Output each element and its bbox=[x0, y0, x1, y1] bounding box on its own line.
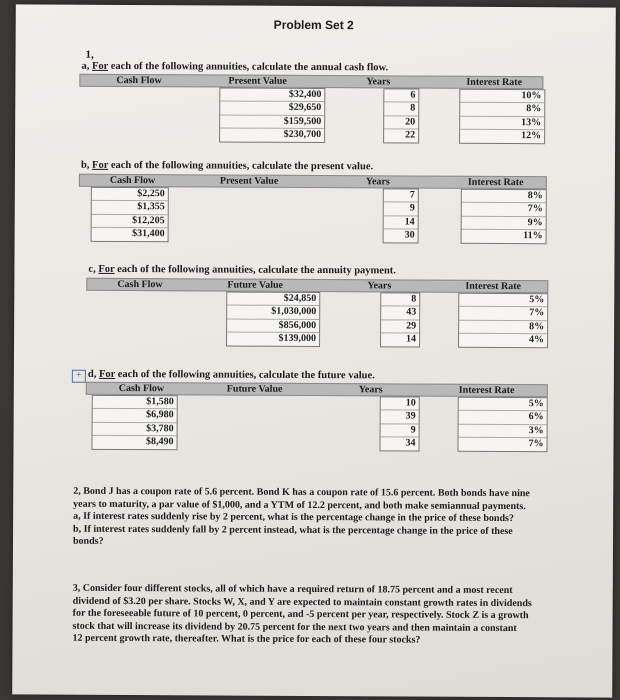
table-cell: 7% bbox=[528, 438, 544, 450]
part-c-future-value-column bbox=[226, 292, 320, 347]
table-cell: 22 bbox=[405, 129, 416, 141]
table-cell: 11% bbox=[523, 230, 543, 242]
table-cell: $230,700 bbox=[283, 129, 322, 141]
part-d-prompt: d, For each of the following annuities, calculate the future value. bbox=[87, 368, 375, 382]
part-d-years-column bbox=[379, 396, 419, 451]
table-cell: 9% bbox=[462, 217, 546, 231]
table-cell: 9 bbox=[384, 203, 418, 217]
years-header: Years bbox=[358, 384, 383, 396]
table-cell: 14 bbox=[384, 216, 418, 230]
cash-flow-header: Cash Flow bbox=[109, 174, 156, 187]
present-value-header: Present Value bbox=[219, 175, 279, 187]
table-cell: 12% bbox=[521, 130, 542, 142]
table-cell: $159,500 bbox=[220, 115, 324, 129]
table-cell: 8% bbox=[460, 103, 544, 117]
problem-1-number: 1, bbox=[85, 48, 94, 61]
present-value-header: Present Value bbox=[228, 75, 287, 87]
part-a-present-value-column bbox=[219, 88, 325, 143]
table-cell: 5% bbox=[459, 398, 547, 412]
add-icon[interactable]: + bbox=[72, 370, 86, 383]
table-cell: $1,355 bbox=[92, 201, 168, 215]
part-c-rate-column bbox=[458, 293, 548, 348]
years-header: Years bbox=[365, 176, 390, 188]
table-cell: 14 bbox=[406, 333, 417, 345]
table-cell: $1,580 bbox=[93, 396, 177, 410]
table-cell: $31,400 bbox=[132, 228, 165, 240]
years-header: Years bbox=[366, 76, 391, 88]
cash-flow-header: Cash Flow bbox=[118, 382, 165, 395]
table-cell: 39 bbox=[381, 411, 419, 425]
table-cell: 43 bbox=[381, 307, 419, 321]
part-b-prompt: b, For each of the following annuities, calculate the present value. bbox=[80, 159, 374, 173]
table-cell: 10 bbox=[381, 397, 419, 411]
table-cell: 7% bbox=[462, 203, 546, 217]
interest-rate-header: Interest Rate bbox=[467, 176, 524, 189]
table-cell: 8% bbox=[459, 321, 547, 335]
part-b-cash-flow-column bbox=[91, 187, 169, 242]
part-b-years-column bbox=[383, 188, 419, 243]
part-a-header bbox=[79, 74, 543, 89]
part-c-years-column bbox=[380, 292, 420, 347]
table-cell: 4% bbox=[529, 334, 545, 346]
table-cell: 5% bbox=[459, 294, 547, 308]
interest-rate-header: Interest Rate bbox=[458, 384, 515, 397]
future-value-header: Future Value bbox=[226, 383, 283, 395]
table-cell: $12,205 bbox=[92, 215, 168, 229]
part-d-rate-column bbox=[457, 397, 547, 452]
interest-rate-header: Interest Rate bbox=[465, 280, 522, 293]
part-c-prompt: c, For each of the following annuities, calculate the annuity payment. bbox=[88, 263, 396, 277]
table-cell: 8% bbox=[462, 190, 546, 204]
table-cell: $139,000 bbox=[278, 332, 317, 345]
table-cell: $32,400 bbox=[220, 89, 324, 103]
table-cell: $2,250 bbox=[92, 188, 168, 202]
part-d-cash-flow-column bbox=[91, 395, 177, 450]
table-cell: 7 bbox=[384, 189, 418, 203]
worksheet-page bbox=[12, 4, 616, 697]
cash-flow-header: Cash Flow bbox=[117, 278, 163, 291]
part-a-years-column bbox=[383, 88, 419, 143]
table-cell: 8 bbox=[381, 293, 419, 307]
table-cell: 30 bbox=[404, 229, 415, 241]
table-cell: 34 bbox=[405, 437, 416, 449]
table-cell: 6 bbox=[384, 89, 418, 103]
table-cell: 13% bbox=[460, 117, 544, 131]
years-header: Years bbox=[367, 280, 392, 292]
future-value-header: Future Value bbox=[227, 279, 284, 291]
table-cell: $24,850 bbox=[227, 293, 319, 307]
table-cell: 29 bbox=[381, 320, 419, 334]
table-cell: $856,000 bbox=[227, 319, 319, 333]
part-b-rate-column bbox=[461, 189, 547, 244]
part-a-prompt: a, For each of the following annuities, calculate the annual cash flow. bbox=[81, 60, 389, 74]
table-cell: $29,650 bbox=[220, 102, 324, 116]
table-cell: $8,490 bbox=[145, 436, 174, 448]
table-cell: 6% bbox=[459, 411, 547, 425]
table-cell: 7% bbox=[459, 307, 547, 321]
table-cell: $6,980 bbox=[93, 409, 177, 423]
part-a-rate-column bbox=[459, 89, 545, 144]
part-c-header bbox=[86, 278, 548, 293]
table-cell: 10% bbox=[460, 90, 544, 104]
interest-rate-header: Interest Rate bbox=[466, 76, 523, 89]
table-cell: 3% bbox=[459, 425, 547, 439]
table-cell: $3,780 bbox=[93, 423, 177, 437]
table-cell: 8 bbox=[384, 103, 418, 117]
table-cell: 9 bbox=[381, 424, 419, 438]
problem-2-text: 2, Bond J has a coupon rate of 5.6 percent. Bond K has a coupon rate of 15.6 percent. Both bonds have nine years to maturity, a par value of $1,000, and a YTM of 12.2 percent, and both make semiannual payments. a, If interest rates suddenly rise by 2 percent, what is the percentage change in the price of these bonds? b, If interest rates suddenly fall by 2 percent instead, what is the percentage change in the price of these bonds? bbox=[72, 485, 530, 548]
page-title: Problem Set 2 bbox=[273, 17, 354, 33]
problem-3-text: 3, Consider four different stocks, all of which have a required return of 18.75 percent and a most recent dividend of $3.20 per share. Stocks W, X, and Y are expected to maintain constant growth rates in dividends for the foreseeable future of 10 percent, 0 percent, and -5 percent per year, respectively. Stock Z is a growth stock that will increase its dividend by 20.75 percent for the next two years and then maintain a constant 12 percent growth rate, thereafter. What is the price for each of these four stocks? bbox=[72, 582, 532, 646]
cash-flow-header: Cash Flow bbox=[116, 74, 162, 87]
table-cell: 20 bbox=[384, 116, 418, 130]
table-cell: $1,030,000 bbox=[227, 306, 319, 320]
